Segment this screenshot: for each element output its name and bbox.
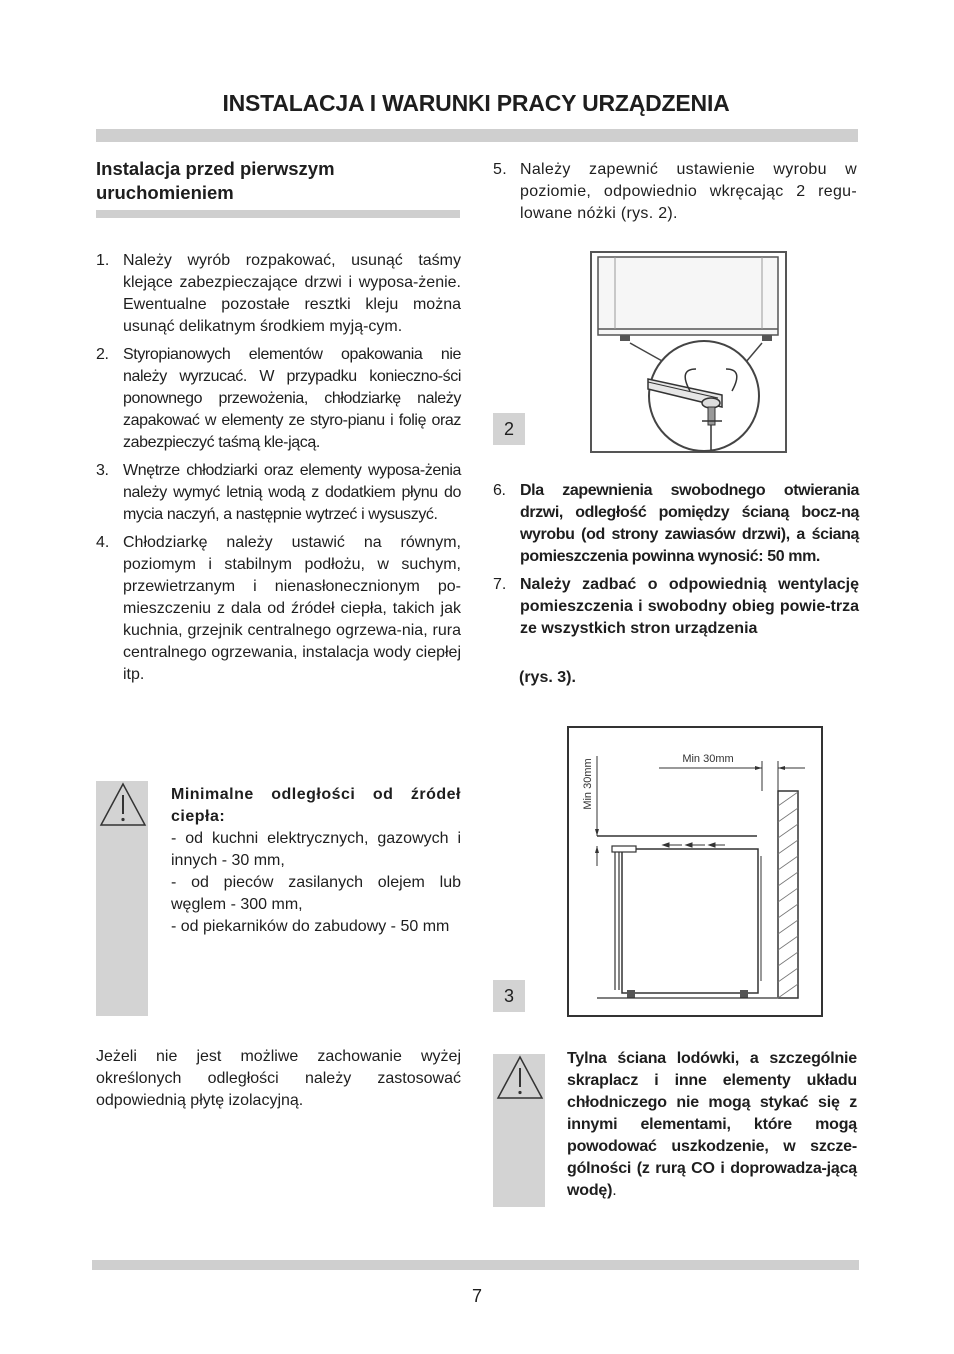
warning-heat-distances <box>171 784 461 938</box>
title-divider <box>96 129 858 142</box>
list-number: 5. <box>493 161 507 178</box>
list-item <box>96 460 461 526</box>
insulation-note: Jeżeli nie jest możliwe zachowanie wyżej określonych odległości należy zastosować odpowiednią płytę izolacyjną. <box>96 1048 461 1109</box>
warning-rear-wall-tail: . <box>612 1182 617 1199</box>
list-number: 1. <box>96 252 110 269</box>
instruction-list-left <box>96 250 461 692</box>
warning-rear-wall <box>567 1048 857 1202</box>
list-item <box>96 344 461 454</box>
list-item <box>493 159 857 225</box>
warning-rear-wall-text: Tylna ściana lodówki, a szczególnie skraplacz i inne elementy układu chłodniczego nie mogą stykać się z innymi elementami, które mogą powodować uszkodzenie, w szcze-gólności (z rurą CO i doprowadza-jącą wodę) <box>567 1050 857 1199</box>
figure-3-clearance-diagram <box>567 726 823 1017</box>
page-title: INSTALACJA I WARUNKI PRACY URZĄDZENIA <box>222 90 730 116</box>
instruction-list-right-top <box>493 159 857 231</box>
warning-line: - od kuchni elektrycznych, gazowych i innych - 30 mm, <box>171 830 461 869</box>
list-item <box>493 480 859 568</box>
page-number: 7 <box>471 1286 482 1306</box>
list-number: 6. <box>493 482 506 499</box>
list-text: Wnętrze chłodziarki oraz elementy wyposa-żenia należy wymyć letnią wodą z dodatkiem płynu do mycia naczyń, a następnie wytrzeć i wysuszyć. <box>123 462 461 523</box>
warning-line: - od piekarników do zabudowy - 50 mm <box>171 918 450 935</box>
warning-heading: Minimalne odległości od źródeł ciepła: <box>171 786 461 825</box>
section-divider <box>96 210 460 218</box>
list-text: Dla zapewnienia swobodnego otwierania drzwi, odległość pomiędzy ścianą bocz-ną wyrobu (od strony zawiasów drzwi), a ścianą pomieszczenia powinna wynosić: 50 mm. <box>520 482 859 565</box>
list-item <box>96 532 461 686</box>
list-text: Chłodziarkę należy ustawić na równym, poziomym i stabilnym podłożu, w suchym, przewietrzanym i nienasłonecznionym po-mieszczeniu z dala od źródeł ciepła, takich jak kuchnia, grzejnik centralnego ogrzewa-nia, rura centralnego ogrzewania, instalacja wody ciepłej itp. <box>123 534 461 683</box>
top-clearance-label: Min 30mm <box>682 753 734 765</box>
section-title: Instalacja przed pierwszym uruchomieniem <box>96 158 335 203</box>
list-number: 4. <box>96 534 110 551</box>
figure-3-label: 3 <box>493 980 525 1012</box>
warning-triangle-icon <box>495 1054 545 1102</box>
warning-line: - od pieców zasilanych olejem lub węglem - 300 mm, <box>171 874 461 913</box>
warning-triangle-icon <box>98 781 148 829</box>
list-number: 2. <box>96 346 109 363</box>
figure-3-reference: (rys. 3). <box>519 669 576 686</box>
figure-2-label: 2 <box>493 413 525 445</box>
list-item <box>96 250 461 338</box>
list-number: 7. <box>493 576 507 593</box>
list-text: Należy wyrób rozpakować, usunąć taśmy klejące zabezpieczające drzwi i wyposa-żenie. Ewentualne pozostałe resztki kleju można usunąć delikatnym środkiem myją-cym. <box>123 252 461 335</box>
footer-divider <box>92 1260 859 1270</box>
figure-2-leveling-feet <box>590 251 787 453</box>
list-item <box>493 574 859 640</box>
list-text: Należy zapewnić ustawienie wyrobu w poziomie, odpowiednio wkręcając 2 regu-lowane nóżki (rys. 2). <box>520 161 857 222</box>
list-text: Należy zadbać o odpowiednią wentylację pomieszczenia i swobodny obieg powie-trza ze wszystkich stron urządzenia <box>520 576 859 637</box>
side-clearance-label: Min 30mm <box>582 758 594 810</box>
list-number: 3. <box>96 462 109 479</box>
list-text: Styropianowych elementów opakowania nie należy wyrzucać. W przypadku konieczno-ści ponownego przewożenia, chłodziarkę należy zapakować w elementy ze styro-pianu i folię oraz zabezpieczyć taśmą kle-jącą. <box>123 346 461 451</box>
instruction-list-right-bottom <box>493 480 859 640</box>
